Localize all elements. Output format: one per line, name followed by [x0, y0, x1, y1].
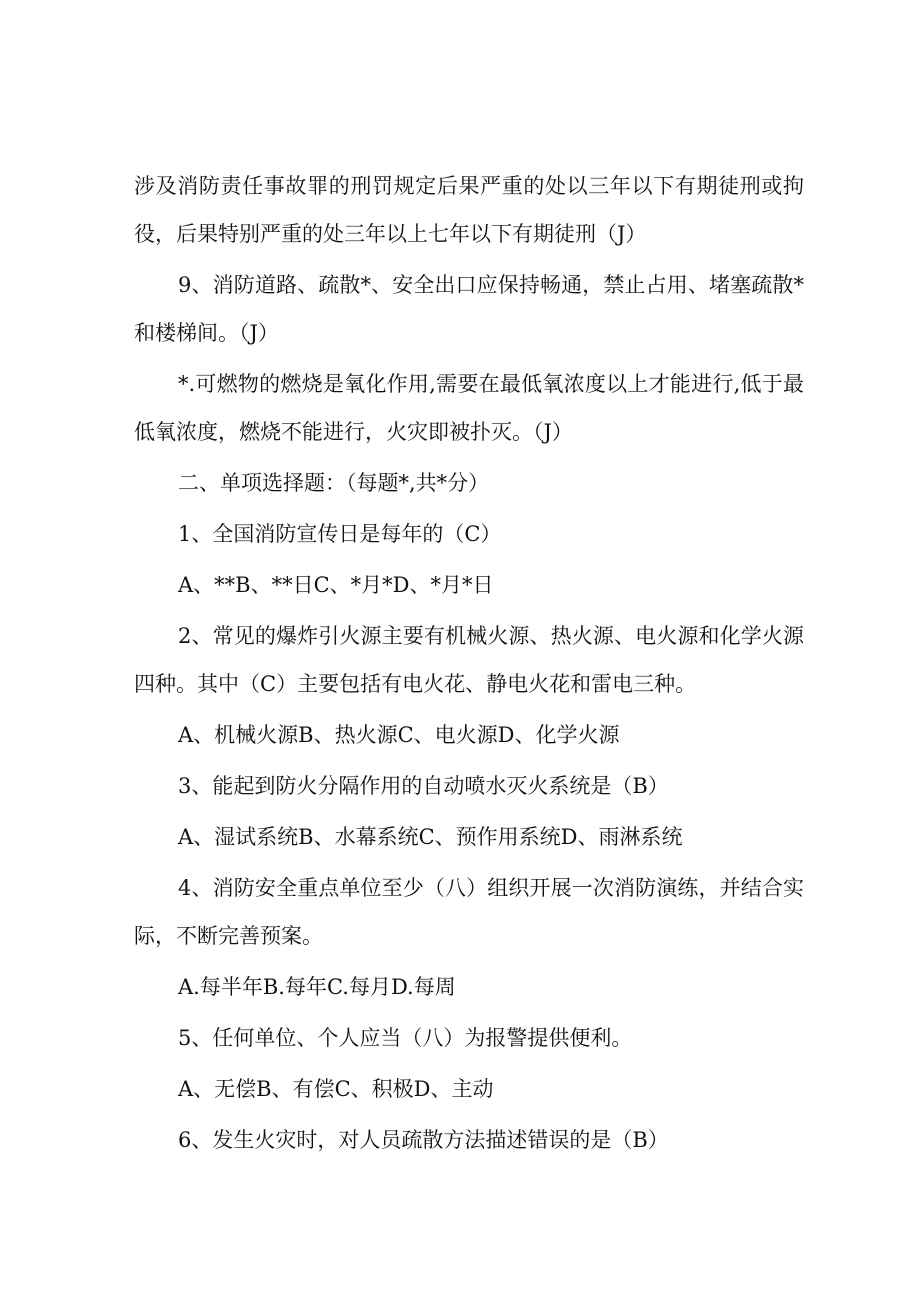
question-4: 4、消防安全重点单位至少（八）组织开展一次消防演练，并结合实际，不断完善预案。: [134, 876, 804, 948]
question-2: 2、常见的爆炸引火源主要有机械火源、热火源、电火源和化学火源四种。其中（C）主要包括有电火花、静电火花和雷电三种。: [134, 624, 804, 696]
question-4-options: A.每半年B.每年C.每月D.每周: [178, 975, 456, 999]
question-5: 5、任何单位、个人应当（八）为报警提供便利。: [178, 1026, 633, 1050]
document-body: [134, 162, 804, 1167]
question-3: 3、能起到防火分隔作用的自动喷水灭火系统是（B）: [178, 774, 669, 798]
paragraph-item-9: 9、消防道路、疏散*、安全出口应保持畅通，禁止占用、堵塞疏散*和楼梯间。（J）: [134, 273, 804, 345]
question-2-options: A、机械火源B、热火源C、电火源D、化学火源: [178, 723, 620, 747]
question-6: 6、发生火灾时，对人员疏散方法描述错误的是（B）: [178, 1128, 669, 1152]
section-heading-single-choice: 二、单项选择题：（每题*,共*分）: [178, 471, 490, 495]
question-1-options: A、**B、**日C、*月*D、*月*日: [178, 573, 494, 597]
question-5-options: A、无偿B、有偿C、积极D、主动: [178, 1077, 494, 1101]
paragraph-item-combustion: *.可燃物的燃烧是氧化作用,需要在最低氧浓度以上才能进行,低于最低氧浓度，燃烧不能进行，火灾即被扑灭。（J）: [134, 372, 804, 444]
question-3-options: A、湿试系统B、水幕系统C、预作用系统D、雨淋系统: [178, 825, 683, 849]
paragraph-continuation: 涉及消防责任事故罪的刑罚规定后果严重的处以三年以下有期徒刑或拘役，后果特别严重的处三年以上七年以下有期徒刑（J）: [134, 174, 804, 246]
question-1: 1、全国消防宣传日是每年的（C）: [178, 522, 502, 546]
